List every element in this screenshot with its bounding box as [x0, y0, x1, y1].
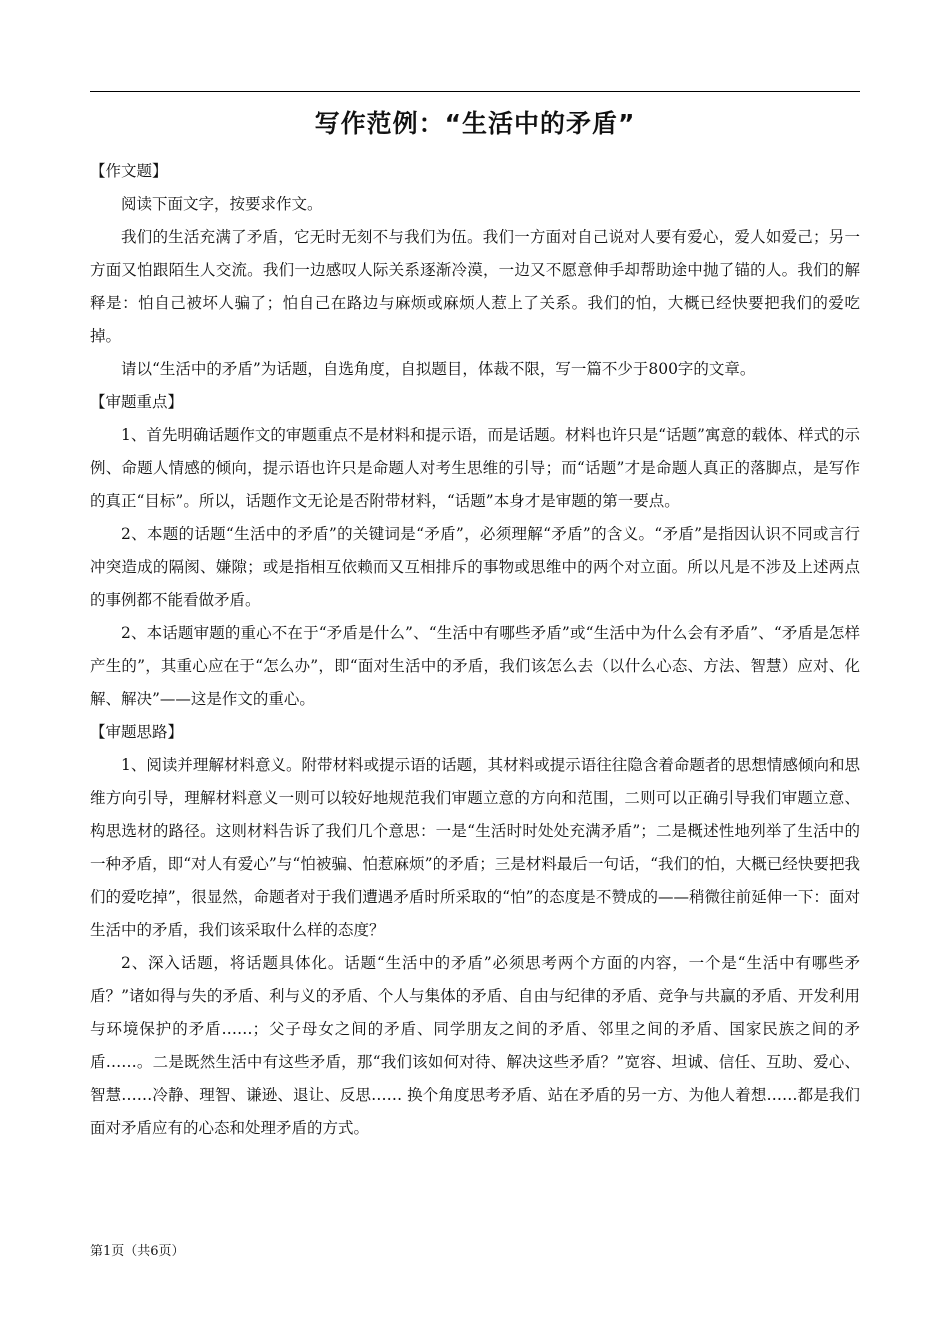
section-heading-focus: 【审题重点】 [90, 393, 184, 411]
paragraph: 请以“生活中的矛盾”为话题，自选角度，自拟题目，体裁不限，写一篇不少于800字的文章。 [121, 360, 756, 378]
paragraph: 2、深入话题，将话题具体化。话题“生活中的矛盾”必须思考两个方面的内容，一个是“生活中有哪些矛盾？”诸如得与失的矛盾、利与义的矛盾、个人与集体的矛盾、自由与纪律的矛盾、竞争与共赢的矛盾、开发利用与环境保护的矛盾……；父子母女之间的矛盾、同学朋友之间的矛盾、邻里之间的矛盾、国家民族之间的矛盾……。二是既然生活中有这些矛盾，那“我们该如何对待、解决这些矛盾？”宽容、坦诚、信任、互助、爱心、智慧……冷静、理智、谦逊、退让、反思…… 换个角度思考矛盾、站在矛盾的另一方、为他人着想……都是我们面对矛盾应有的心态和处理矛盾的方式。 [90, 954, 860, 1137]
page-number-footer: 第1页（共6页） [90, 1244, 185, 1259]
paragraph: 2、本题的话题“生活中的矛盾”的关键词是“矛盾”，必须理解“矛盾”的含义。“矛盾”是指因认识不同或言行冲突造成的隔阂、嫌隙；或是指相互依赖而又互相排斥的事物或思维中的两个对立面。所以凡是不涉及上述两点的事例都不能看做矛盾。 [90, 525, 860, 609]
paragraph: 2、本话题审题的重心不在于“矛盾是什么”、“生活中有哪些矛盾”或“生活中为什么会有矛盾”、“矛盾是怎样产生的”，其重心应在于“怎么办”，即“面对生活中的矛盾，我们该怎么去（以什么心态、方法、智慧）应对、化解、解决”——这是作文的重心。 [90, 624, 860, 708]
section-heading-approach: 【审题思路】 [90, 723, 184, 741]
paragraph: 1、阅读并理解材料意义。附带材料或提示语的话题，其材料或提示语往往隐含着命题者的思想情感倾向和思维方向引导，理解材料意义一则可以较好地规范我们审题立意的方向和范围，二则可以正确引导我们审题立意、构思选材的路径。这则材料告诉了我们几个意思：一是“生活时时处处充满矛盾”；二是概述性地列举了生活中的一种矛盾，即“对人有爱心”与“怕被骗、怕惹麻烦”的矛盾；三是材料最后一句话，“我们的怕，大概已经快要把我们的爱吃掉”，很显然，命题者对于我们遭遇矛盾时所采取的“怕”的态度是不赞成的——稍微往前延伸一下：面对生活中的矛盾，我们该采取什么样的态度？ [90, 756, 860, 939]
paragraph: 我们的生活充满了矛盾，它无时无刻不与我们为伍。我们一方面对自己说对人要有爱心，爱人如爱己；另一方面又怕跟陌生人交流。我们一边感叹人际关系逐渐冷漠，一边又不愿意伸手却帮助途中抛了锚的人。我们的解释是：怕自己被坏人骗了；怕自己在路边与麻烦或麻烦人惹上了关系。我们的怕，大概已经快要把我们的爱吃掉。 [90, 228, 860, 345]
paragraph: 1、首先明确话题作文的审题重点不是材料和提示语，而是话题。材料也许只是“话题”寓意的载体、样式的示例、命题人情感的倾向，提示语也许只是命题人对考生思维的引导；而“话题”才是命题人真正的落脚点，是写作的真正“目标”。所以，话题作文无论是否附带材料，“话题”本身才是审题的第一要点。 [90, 426, 860, 510]
section-heading-topic: 【作文题】 [90, 162, 168, 180]
header-rule [90, 91, 860, 92]
document-title: 写作范例：“生活中的矛盾” [314, 109, 636, 138]
document-body [90, 155, 860, 1145]
paragraph: 阅读下面文字，按要求作文。 [121, 195, 323, 213]
